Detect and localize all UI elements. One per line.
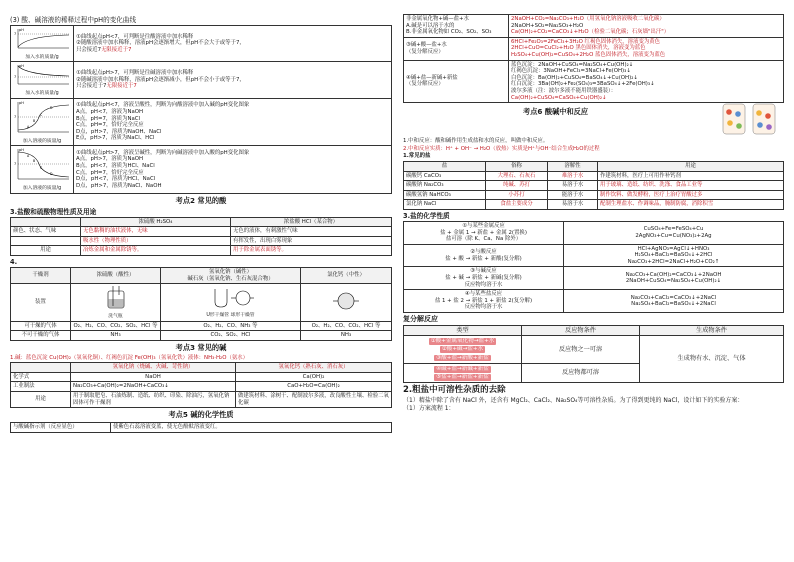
table-row — [404, 190, 784, 200]
table-row — [11, 382, 392, 392]
table-cell: 用于除金属表面锈等。 — [231, 246, 392, 256]
neutralization-definition: 1.中和反应：酸和碱作用生成盐和水的反应，叫做中和反应。 — [403, 138, 549, 145]
row-label: 装置 — [11, 284, 71, 321]
table-row — [11, 391, 392, 407]
table-cell: 碳酸钙 CaCO₃ — [404, 171, 486, 181]
svg-text:7: 7 — [14, 162, 17, 167]
desc-line: B点，pH=7，溶质为NaCl — [76, 115, 141, 122]
right-column — [403, 14, 784, 413]
base-table — [10, 362, 392, 408]
header-cell: 浓盐酸 HCl（某合物） — [231, 217, 392, 227]
header-cell: 类型 — [404, 325, 522, 336]
ph-desc-cell — [74, 98, 392, 145]
table-cell — [509, 37, 784, 60]
header-cell: 溶解性 — [548, 161, 598, 171]
table-cell — [509, 15, 784, 38]
header-cell — [11, 363, 71, 373]
header-cell: 生成物条件 — [640, 325, 784, 336]
equation-line: 2NaOH+CO₂=Na₂CO₃+H₂O（用氢氧化钠溶液吸收二氧化碳） — [511, 16, 665, 22]
table-header-row — [11, 363, 392, 373]
header-cell: 干燥剂 — [11, 268, 71, 284]
table-cell: CaO+H₂O=Ca(OH)₂ — [236, 382, 392, 392]
row-label: 工业制法 — [11, 382, 71, 392]
reaction-type-label: ⑤盐+盐→新盐+新盐 — [436, 373, 489, 380]
table-cell: ①与某些金属反应 盐 + 金属 1 → 新盐 + 金属 2(置换) 盐可溶（除 K、Ca、Na 除外） — [404, 221, 564, 244]
table-cell: ②与酸反应 盐 + 酸 → 新盐 + 新酸(复分解) — [404, 244, 564, 267]
apparatus-caption: 洗气瓶 — [108, 313, 123, 319]
common-salts-table — [403, 161, 784, 210]
ph-desc-cell — [74, 146, 392, 193]
section-heading-base-chemistry: 考点5 碱的化学性质 — [168, 410, 234, 420]
svg-text:B: B — [33, 118, 36, 123]
neutralization-header — [403, 103, 784, 137]
reaction-type-label: ①酸+金属氧化物→盐+水 — [430, 338, 495, 345]
table-header-row — [11, 268, 392, 284]
table-cell: 易溶于水 — [548, 200, 598, 210]
equation-line: 红褐色沉淀：3NaOH+FeCl₃=3NaCl+Fe(OH)₃↓ — [511, 68, 631, 75]
svg-text:7: 7 — [14, 114, 17, 119]
row-label — [11, 236, 81, 246]
apparatus-cell — [71, 284, 161, 321]
gas-washing-bottle-icon — [96, 285, 136, 311]
drying-agents-table — [10, 267, 392, 341]
type-cell — [404, 363, 522, 382]
table-cell: CO₂、SO₂、HCl — [161, 331, 301, 341]
table-row — [404, 37, 784, 60]
header-cell: 氯化钙（中性） — [301, 268, 392, 284]
desc-line: ①曲线起点pH>7，可判断是往碱溶液中加水稀释 — [76, 70, 194, 77]
condition-cell: 反应物之一可溶 — [522, 336, 640, 364]
header-cell: 浓硫酸 H₂SO₄ — [81, 217, 231, 227]
desc-line: 只会接近7无限接近于7 — [76, 47, 132, 54]
desc-line: A点，pH<7，溶液为NaOH — [76, 108, 144, 115]
row-label: 非金属氧化物+碱—盐+水 A.碱是可以溶于水的 B.非金属氧化物如 CO₂、SO₂、SO₃ — [404, 15, 509, 38]
table-row — [11, 321, 392, 331]
desc-line: E点，pH>7，溶质为NaCl、HCl — [76, 135, 155, 142]
table-header-row — [404, 161, 784, 171]
header-cell: 氢氧化钠（碱性） 碱石灰（氢氧化钠、生石灰混合物） — [161, 268, 301, 284]
svg-text:D: D — [50, 172, 53, 177]
graph-cell — [11, 146, 74, 193]
row-label: ③碱+酸—盐+水 （复分解反应） — [404, 37, 509, 60]
equation-line: H₂SO₄+Cu(OH)₂=CuSO₄+2H₂O 蓝色固体消失，溶液变为蓝色 — [511, 51, 666, 58]
table-row — [11, 146, 392, 193]
equation-line: 波尔多液（注：波尔多液不能用铁器盛装）： — [511, 87, 617, 94]
indicator-table — [10, 422, 392, 433]
header-cell: 氢氧化钠（烧碱、火碱、苛性钠） — [71, 363, 236, 373]
crude-salt-scheme: （1）方案流程 1： — [403, 404, 455, 412]
table-cell: 有挥发性，出现白雾现象 — [231, 236, 392, 246]
table-cell: 制作饮料、做发酵粉，医疗上治疗胃酸过多 — [598, 190, 784, 200]
base-intro-line: 1.碱：蓝色沉淀 Cu(OH)₂（氢氧化铜）、红褐色沉淀 Fe(OH)₃（氢氧化铁）液体：NH₃·H₂O（氨水） — [10, 354, 249, 361]
crude-salt-title: 2.粗盐中可溶性杂质的去除 — [403, 385, 506, 396]
equation-line: 2NaOH+SO₂=Na₂SO₃+H₂O — [511, 22, 584, 29]
graph-axis-label: 加入溶液的质量/g — [22, 138, 62, 144]
svg-text:A: A — [27, 154, 30, 159]
table-cell: NH₃ — [71, 331, 161, 341]
desc-line: D点，pH<7，溶质为HCl、NaCl — [76, 176, 156, 183]
ph-graph-base-dilution — [13, 63, 71, 88]
desc-line: 只会接近于7无限接近于7 — [76, 83, 137, 90]
row-label: 用途 — [11, 246, 81, 256]
apparatus-cell — [301, 284, 392, 321]
graph-cell — [11, 62, 74, 98]
graph-cell — [11, 26, 74, 62]
table-cell: 吸水性（物理性质） — [81, 236, 231, 246]
header-cell — [11, 217, 81, 227]
table-cell: ④与某些盐反应 盐 1 + 盐 2 → 新盐 1 + 新盐 2(复分解) 反应物均溶于水 — [404, 290, 564, 313]
svg-text:pH: pH — [19, 100, 24, 105]
table-cell: 作建筑材料，医疗上可用作补钙剂 — [598, 171, 784, 181]
table-cell: 用于玻璃、造纸、纺织、洗涤、食品工业等 — [598, 181, 784, 191]
neutralization-essence: 2.中和反应实质：H⁺ + OH⁻ → H₂O（放热）实质是H⁺与OH⁻结合生成H₂O的过程 — [403, 145, 600, 152]
table-cell: 纯碱、苏打 — [486, 181, 548, 191]
table-row — [11, 62, 392, 98]
table-cell: 碳酸钠 Na₂CO₃ — [404, 181, 486, 191]
table-row — [404, 60, 784, 103]
table-cell: 碳酸氢钠 NaHCO₃ — [404, 190, 486, 200]
equation-line: 白色沉淀：Ba(OH)₂+CuSO₄=BaSO₄↓+Cu(OH)₂↓ — [511, 74, 638, 81]
table-row — [11, 372, 392, 382]
ph-desc-cell — [74, 62, 392, 98]
double-displacement-title: 复分解反应 — [403, 315, 438, 324]
row-label: 化学式 — [11, 372, 71, 382]
u-tube-icon — [207, 286, 255, 310]
table-cell: 食盐主要成分 — [486, 200, 548, 210]
graph-axis-label: 加入溶液的质量/g — [22, 185, 62, 191]
svg-text:A: A — [27, 124, 30, 129]
drying-agents-title: 4. — [10, 257, 18, 266]
desc-line: A点，pH>7，溶质为NaOH — [76, 156, 144, 163]
header-cell: 氢氧化钙（熟石灰、消石灰） — [236, 363, 392, 373]
equation-line: 6HCl+Fe₂O₃=2FeCl₃+3H₂O 红褐色固体消失，溶液变为黄色 — [511, 38, 661, 45]
svg-text:pH: pH — [19, 64, 24, 69]
type-cell — [404, 336, 522, 364]
equation-line: Ca(OH)₂+CuSO₄=CaSO₄+Cu(OH)₂↓ — [511, 94, 607, 101]
section-heading-neutralization: 考点6 酸碱中和反应 — [523, 107, 589, 117]
table-row — [404, 221, 784, 244]
table-row — [404, 171, 784, 181]
table-row — [11, 331, 392, 341]
table-cell: 大理石、石灰石 — [486, 171, 548, 181]
ph-graph-acid-into-base — [13, 147, 71, 183]
svg-text:C: C — [40, 166, 43, 171]
svg-text:C: C — [40, 112, 43, 117]
equation-line: Ca(OH)₂+CO₂=CaCO₃↓+H₂O（检验二氧化碳；石灰墙"出汗"） — [511, 29, 670, 36]
table-cell: NH₃ — [301, 331, 392, 341]
header-cell: 盐 — [404, 161, 486, 171]
table-cell: CuSO₄+Fe=FeSO₄+Cu 2AgNO₃+Cu=Cu(NO₃)₂+2Ag — [564, 221, 784, 244]
table-header-row — [11, 217, 392, 227]
table-cell: O₂、H₂、CO、NH₃ 等 — [161, 321, 301, 331]
table-cell: ③与碱反应 盐 + 碱 → 新盐 + 新碱(复分解) 反应物均溶于水 — [404, 267, 564, 290]
ph-graph-acid-dilution — [13, 27, 71, 52]
graph-axis-label: 加入水的质量/g — [25, 54, 59, 60]
beaker-ions-icon — [720, 101, 778, 137]
row-label: 不可干燥的气体 — [11, 331, 71, 341]
row-label: 与酸碱指示剂（反应显色） — [11, 422, 111, 432]
equation-line: 红白沉淀：3Ba(OH)₂+Fe₂(SO₄)₃=3BaSO₄↓+2Fe(OH)₃↓ — [511, 81, 655, 88]
table-cell: 能溶于水 — [548, 190, 598, 200]
apparatus-caption: U形干燥管 球形干燥管 — [206, 312, 255, 318]
reaction-type-label: ④碱+盐→新碱+新盐 — [436, 365, 489, 372]
table-row — [404, 336, 784, 364]
table-cell: Na₂CO₃+Ca(OH)₂=2NaOH+CaCO₃↓ — [71, 382, 236, 392]
desc-line: B点，pH<7，溶质为HCl、NaCl — [76, 162, 155, 169]
table-row — [11, 246, 392, 256]
ph-section-title: (3) 酸、碱溶液的稀释过程中pH的变化曲线 — [10, 16, 137, 24]
table-row — [11, 284, 392, 321]
acid-props-title: 3.盐酸和硫酸物理性质及用途 — [10, 207, 97, 216]
table-cell: 用于制取肥皂、石油炼制、造纸、纺织、印染、除油污，氢氧化钠固体可作干燥剂 — [71, 391, 236, 407]
ph-desc-cell — [74, 26, 392, 62]
table-cell: 氯化钠 NaCl — [404, 200, 486, 210]
table-cell: O₂、H₂、CO、CO₂、HCl 等 — [301, 321, 392, 331]
svg-text:pH: pH — [19, 28, 24, 33]
svg-text:D: D — [50, 105, 53, 110]
table-cell: NaOH — [71, 372, 236, 382]
double-displacement-table — [403, 325, 784, 384]
desc-line: ②随碱溶液中加水稀释，溶液pH会逐渐减小，但pH不会小于或等于7， — [76, 76, 245, 83]
equation-line: 2HCl+CuO=CuCl₂+H₂O 黑色固体消失，溶液变为蓝色 — [511, 45, 646, 52]
table-row — [404, 267, 784, 290]
reaction-type-label: ②酸+碱→盐+水 — [441, 346, 484, 353]
desc-line: D点，pH>7，溶质为NaOH、NaCl — [76, 128, 162, 135]
row-label: ④碱+盐—新碱+新盐 （复分解反应） — [404, 60, 509, 103]
row-label: 可干燥的气体 — [11, 321, 71, 331]
section-heading-common-bases: 考点3 常见的碱 — [175, 342, 227, 352]
table-cell: Ca(OH)₂ — [236, 372, 392, 382]
crude-salt-paragraph: （1）精盐中除了含有 NaCl 外，还含有 MgCl₂、CaCl₂、Na₂SO₄等可溶性杂质。为了得到更纯的 NaCl，设计如下的实验方案： — [403, 396, 744, 404]
table-row — [11, 236, 392, 246]
desc-line: ①曲线起点pH<7，可判断是往酸溶液中加水稀释 — [76, 33, 194, 40]
table-cell: 小苏打 — [486, 190, 548, 200]
table-cell: 难溶于水 — [548, 171, 598, 181]
desc-line: ②随酸溶液中加水稀释，溶液pH会逐渐增大，但pH不会大于或等于7， — [76, 40, 245, 47]
table-row — [11, 422, 392, 432]
salt-properties-title: 3.盐的化学性质 — [403, 211, 450, 220]
desc-line: ①曲线起点pH>7，溶液呈碱性，判断为向碱溶液中加入酸的pH变化图象 — [76, 149, 250, 156]
svg-text:7: 7 — [14, 75, 17, 80]
ph-dilution-table — [10, 25, 392, 194]
ph-graph-base-into-acid — [13, 100, 71, 136]
table-row — [404, 244, 784, 267]
table-cell: O₂、H₂、CO、CO₂、SO₂、HCl 等 — [71, 321, 161, 331]
table-row — [404, 181, 784, 191]
row-label: 颜色、状态、气味 — [11, 227, 81, 237]
salt-properties-table — [403, 221, 784, 313]
table-cell: 无色黏稠的油状液体，无味 — [81, 227, 231, 237]
table-cell: 无色的液体，有刺激性气味 — [231, 227, 392, 237]
table-cell: 配制生理盐水、作调味品，腌制防腐，消除积雪 — [598, 200, 784, 210]
table-row — [404, 290, 784, 313]
table-row — [404, 15, 784, 38]
table-row — [11, 26, 392, 62]
table-cell: Na₂CO₃+Ca(OH)₂=CaCO₃↓+2NaOH 2NaOH+CuSO₄=Na₂SO₄+Cu(OH)₂↓ — [564, 267, 784, 290]
header-cell: 俗称 — [486, 161, 548, 171]
header-cell: 浓硫酸（酸性） — [71, 268, 161, 284]
svg-text:7: 7 — [14, 32, 17, 37]
table-row — [404, 200, 784, 210]
header-cell: 反应物条件 — [522, 325, 640, 336]
svg-text:pH: pH — [19, 148, 24, 153]
desc-line: D点，pH>7，溶质为NaCl、NaOH — [76, 182, 162, 189]
table-cell: 易溶于水 — [548, 181, 598, 191]
table-row — [11, 227, 392, 237]
table-cell: Na₂CO₃+CaCl₂=CaCO₃↓+2NaCl Na₂SO₄+BaCl₂=BaSO₄↓+2NaCl — [564, 290, 784, 313]
graph-axis-label: 加入水的质量/g — [25, 91, 59, 97]
header-cell: 用途 — [598, 161, 784, 171]
svg-text:B: B — [33, 159, 36, 164]
left-column — [10, 14, 392, 433]
table-cell: 使紫色石蕊溶液变蓝，使无色酚酞溶液变红。 — [111, 422, 392, 432]
table-header-row — [404, 325, 784, 336]
common-salts-title: 1.常见的盐 — [403, 153, 431, 160]
desc-line: ①曲线起点pH<7，溶液呈酸性，判断为向酸溶液中加入碱的pH变化图象 — [76, 102, 250, 109]
row-label: 用途 — [11, 391, 71, 407]
section-heading-common-acids: 考点2 常见的酸 — [175, 195, 227, 205]
product-condition-cell: 生成物有水、沉淀、气体 — [640, 336, 784, 383]
graph-cell — [11, 98, 74, 145]
acid-props-table — [10, 217, 392, 256]
drying-tube-icon — [331, 289, 361, 313]
table-row — [11, 98, 392, 145]
table-cell — [509, 60, 784, 103]
equation-line: 蓝色沉淀：2NaOH+CuSO₄=Na₂SO₄+Cu(OH)₂↓ — [511, 61, 634, 68]
reaction-type-label: ③酸+盐→新酸+新盐 — [436, 354, 489, 361]
table-cell: 冶炼金属和金属除锈等。 — [81, 246, 231, 256]
apparatus-cell — [161, 284, 301, 321]
table-cell: HCl+AgNO₃=AgCl↓+HNO₃ H₂SO₄+BaCl₂=BaSO₄↓+2HCl Na₂CO₃+2HCl=2NaCl+H₂O+CO₂↑ — [564, 244, 784, 267]
condition-cell: 反应物都可溶 — [522, 363, 640, 382]
desc-line: C点，pH=7，恰好完全反应 — [76, 122, 144, 129]
desc-line: C点，pH=7，恰好完全反应 — [76, 169, 144, 176]
table-cell: 做建筑材料、涂树干、配制波尔多液，改良酸性土壤、检验二氧化碳 — [236, 391, 392, 407]
base-reactions-table — [403, 14, 784, 103]
